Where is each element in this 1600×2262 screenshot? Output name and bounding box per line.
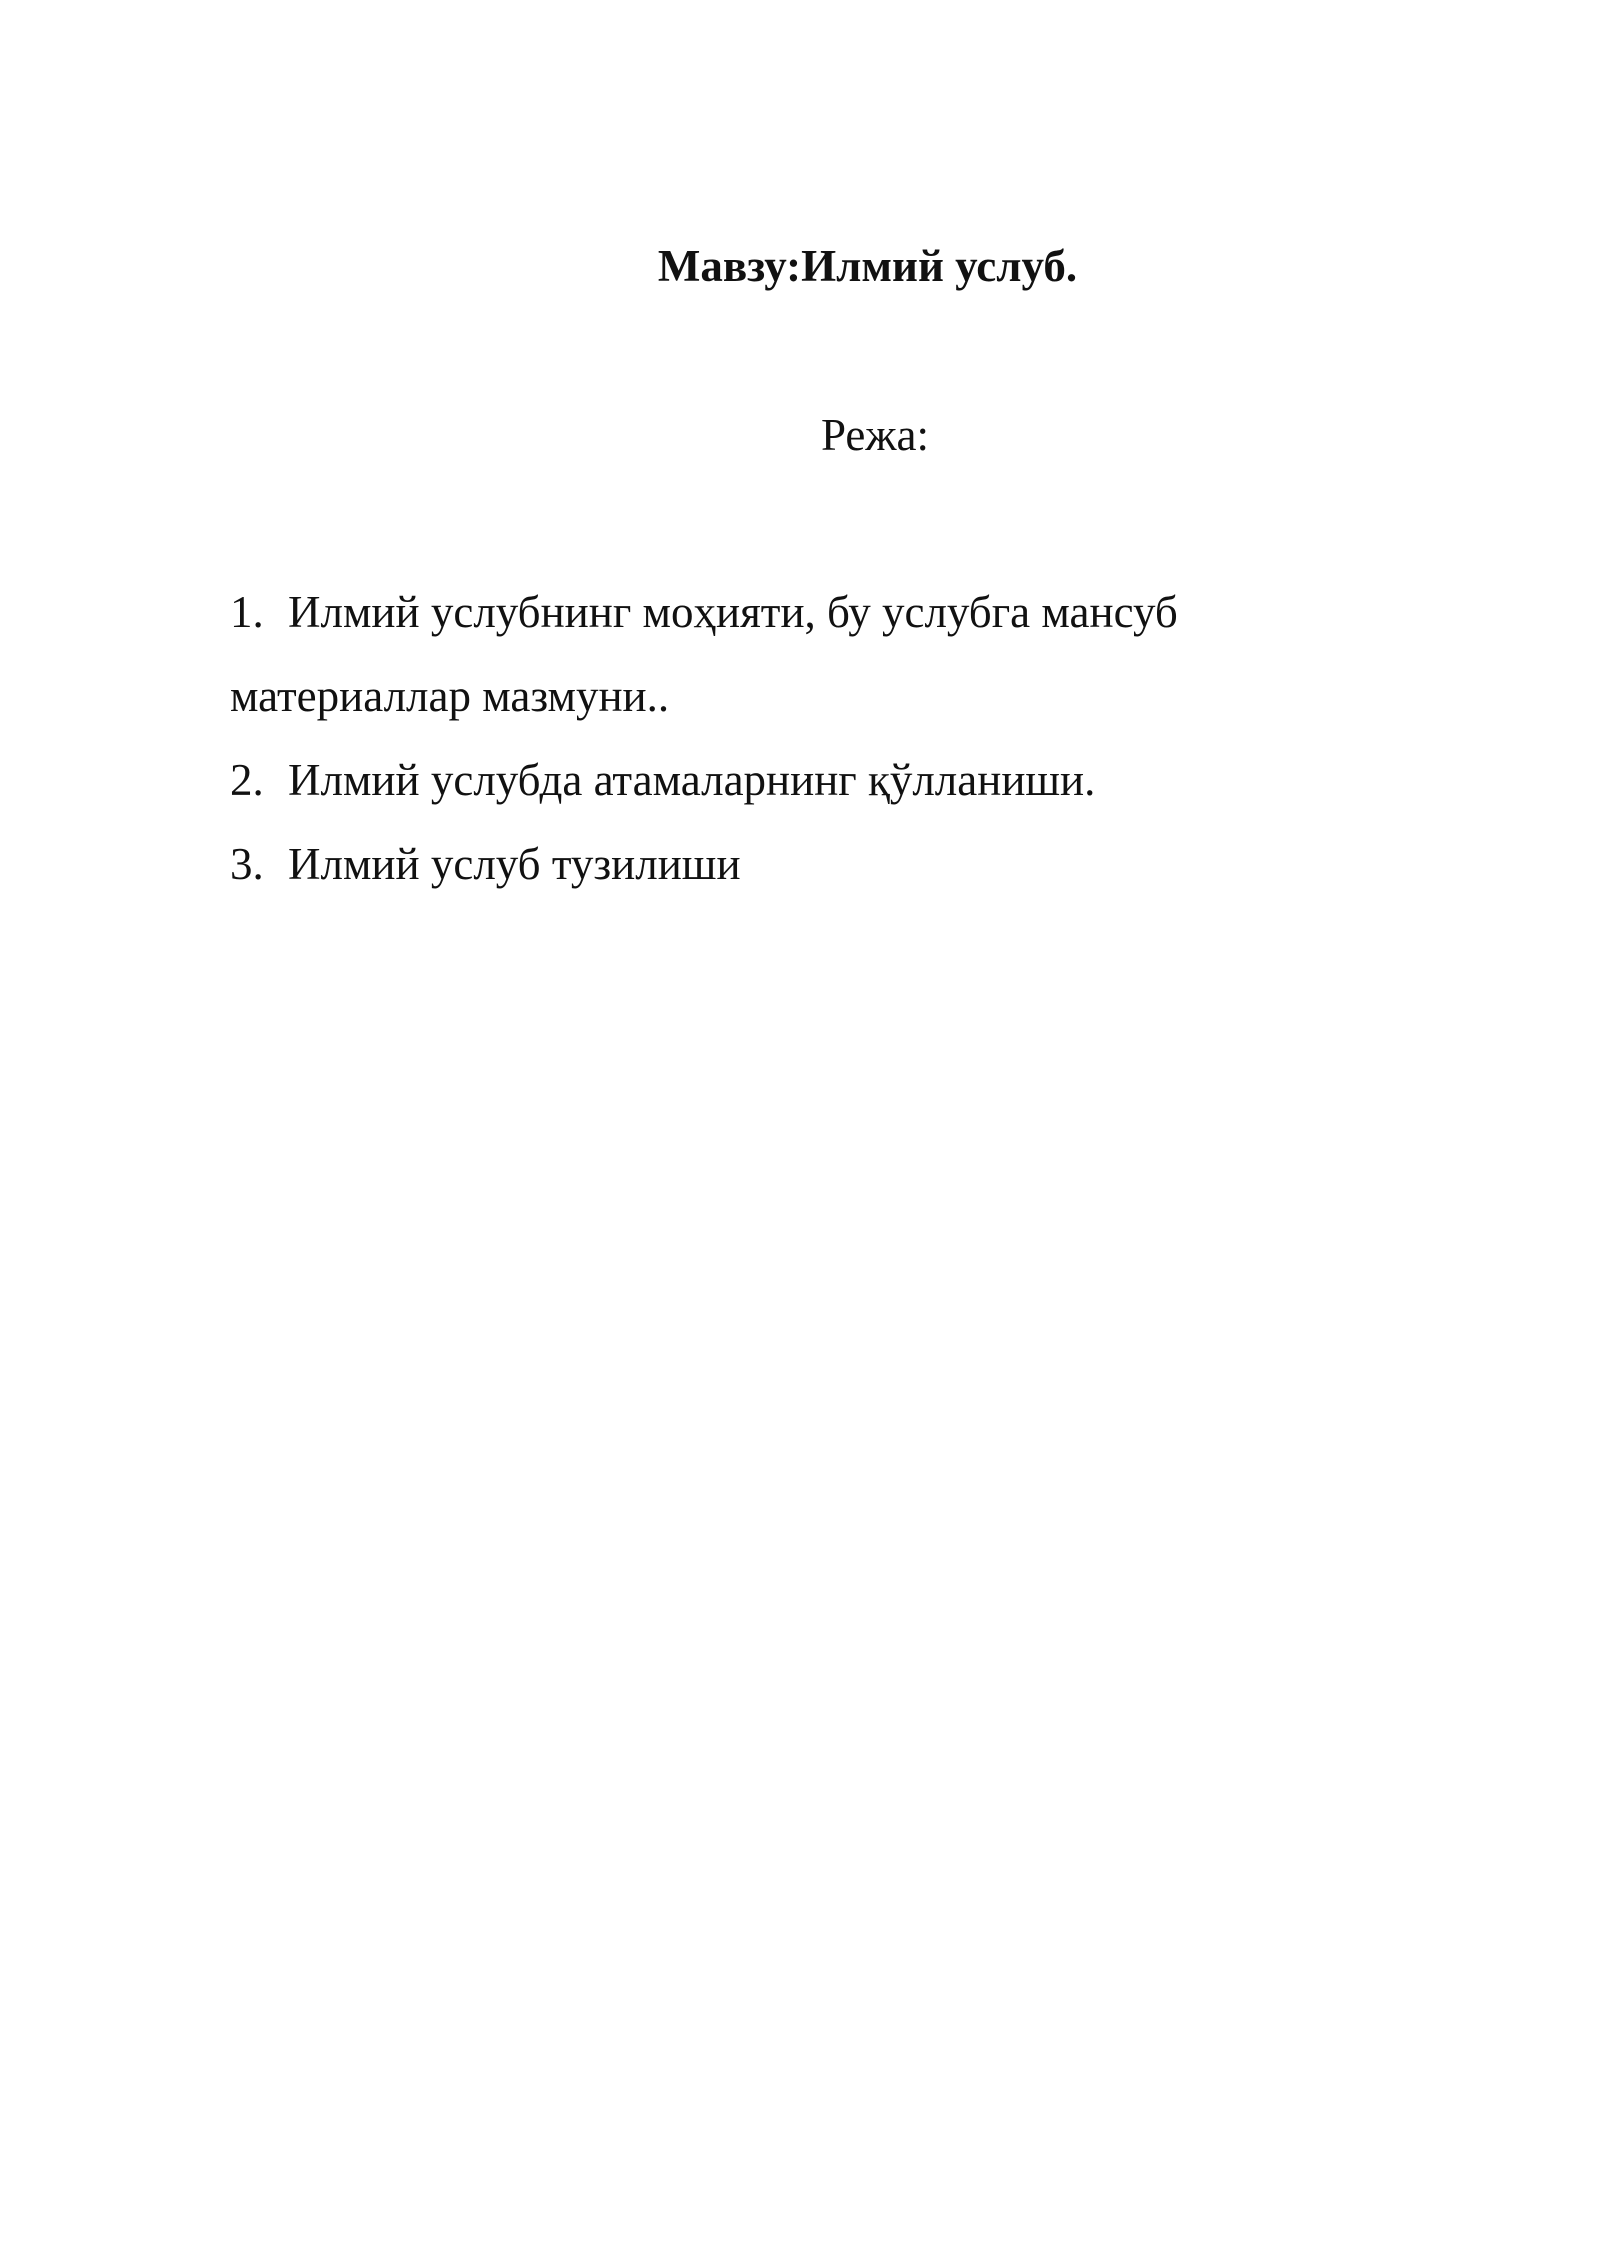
plan-heading: Режа: xyxy=(821,410,929,460)
plan-list xyxy=(230,570,1380,906)
list-item xyxy=(230,822,1380,906)
list-item-number: 2. xyxy=(230,755,264,805)
list-item-first-line xyxy=(230,570,1380,654)
list-item-continuation: материаллар мазмуни.. xyxy=(230,671,670,721)
list-item-number: 1. xyxy=(230,587,264,637)
list-item xyxy=(230,570,1380,738)
list-item-text: Илмий услубнинг моҳияти, бу услубга мансуб xyxy=(288,587,1178,637)
list-item-text: Илмий услуб тузилиши xyxy=(288,839,741,889)
list-item-number: 3. xyxy=(230,839,264,889)
list-item-text: Илмий услубда атамаларнинг қўлланиши. xyxy=(288,755,1096,805)
list-item xyxy=(230,738,1380,822)
page-title: Мавзу:Илмий услуб. xyxy=(657,241,1078,291)
